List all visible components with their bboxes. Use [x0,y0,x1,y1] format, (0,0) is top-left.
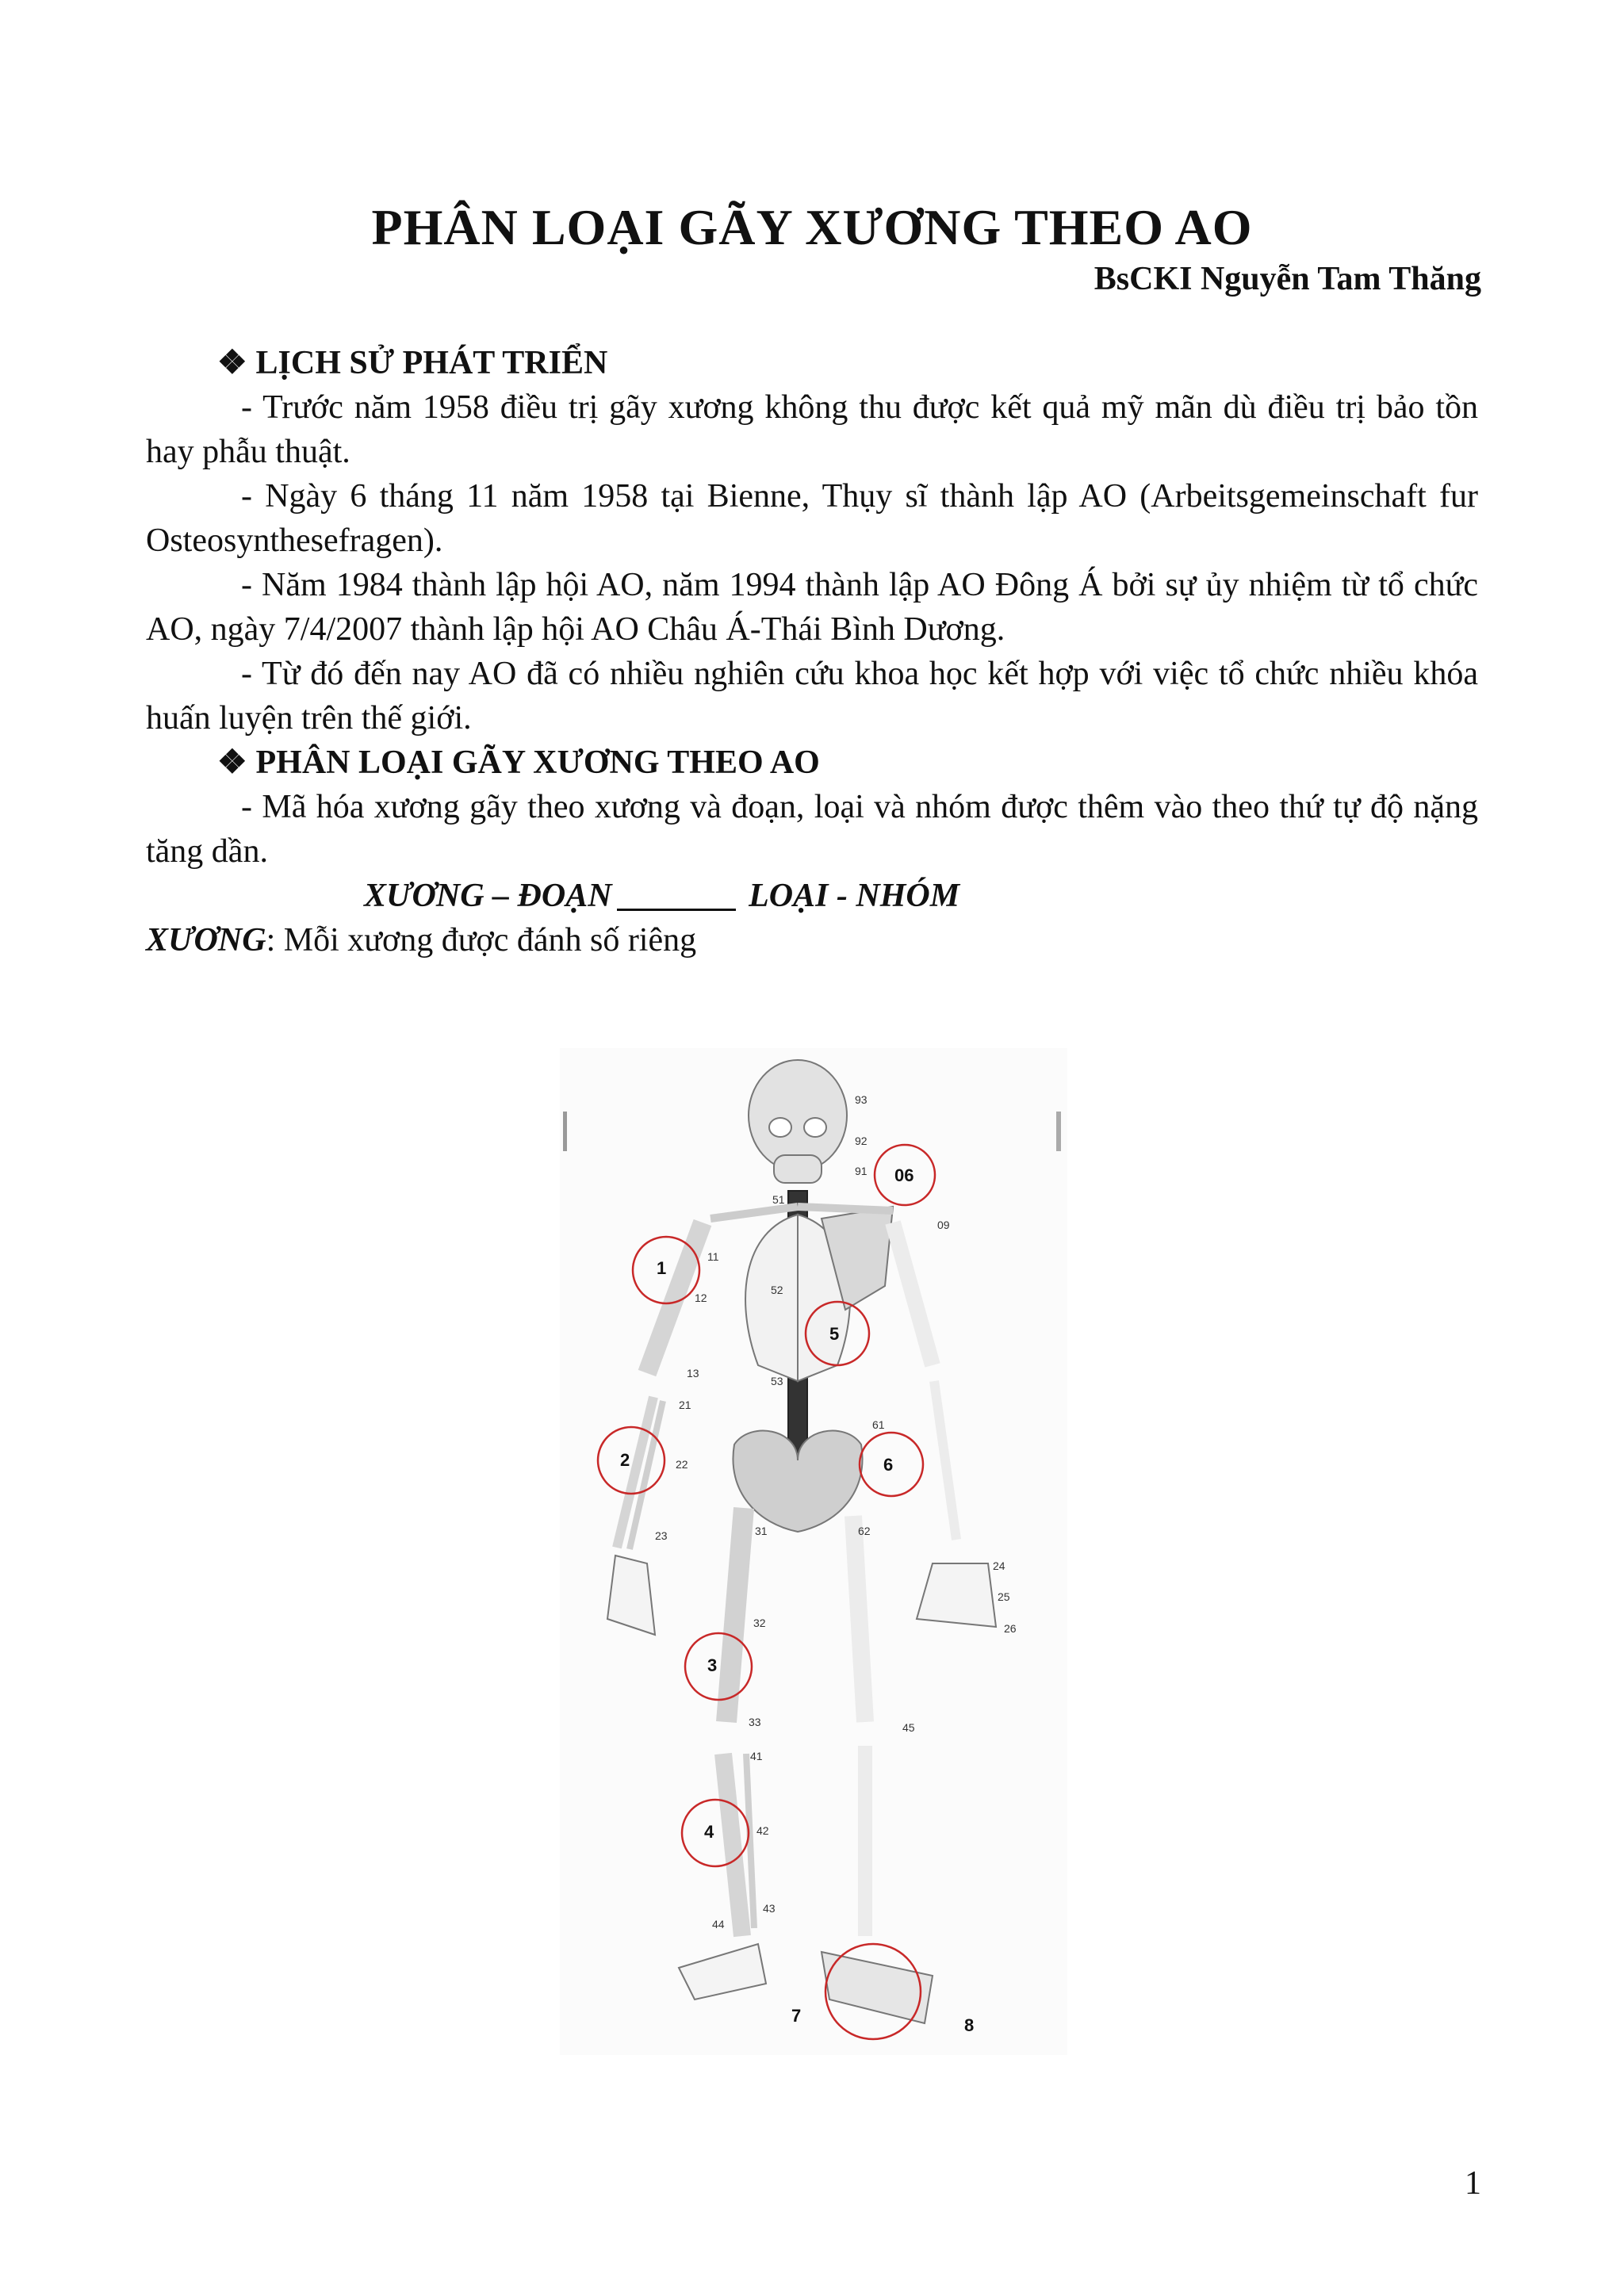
segment-label: 42 [756,1824,769,1837]
circle-label: 1 [657,1258,667,1278]
author-name: BsCKI Nguyễn Tam Thăng [1094,261,1481,297]
segment-label: 12 [695,1292,707,1304]
segment-label: 45 [902,1721,915,1734]
segment-label: 11 [707,1250,719,1263]
segment-label: 92 [855,1135,868,1147]
circle-label: 8 [964,2015,975,2035]
page-number: 1 [1465,2165,1481,2202]
segment-label: 13 [687,1367,699,1380]
paragraph: - Từ đó đến nay AO đã có nhiều nghiên cứu khoa học kết hợp với việc tổ chức nhiều khóa huấn luyện trên thế giới. [146,656,1478,737]
segment-label: 32 [753,1617,766,1629]
segment-label: 23 [655,1529,668,1542]
paragraph: - Mã hóa xương gãy theo xương và đoạn, loại và nhóm được thêm vào theo thứ tự độ nặng tăng dần. [146,789,1478,870]
document-body [146,341,1478,962]
bone-definition [146,918,1478,962]
circle-label: 6 [883,1455,894,1475]
segment-label: 21 [679,1399,691,1411]
bone-label: XƯƠNG [146,922,266,959]
diamond-bullet-icon: ❖ [217,744,247,781]
formula-blank [617,877,736,911]
segment-label: 24 [993,1559,1005,1572]
circle-label: 5 [829,1324,840,1344]
formula-right: LOẠI - NHÓM [749,878,960,914]
segment-label: 22 [676,1458,688,1471]
segment-label: 41 [750,1750,763,1762]
section-heading-classification [146,740,1478,785]
segment-label: 91 [855,1165,868,1177]
circle-label: 3 [707,1655,718,1675]
paragraph: - Năm 1984 thành lập hội AO, năm 1994 thành lập AO Đông Á bởi sự ủy nhiệm từ tổ chức AO, ngày 7/4/2007 thành lập hội AO Châu Á-Thái Bình Dương. [146,567,1478,648]
circle-label: 2 [620,1450,630,1470]
bone-text: : Mỗi xương được đánh số riêng [266,922,697,959]
section-heading-label: LỊCH SỬ PHÁT TRIỂN [255,345,608,381]
segment-label: 44 [712,1918,725,1931]
paragraph: - Trước năm 1958 điều trị gãy xương không thu được kết quả mỹ mãn dù điều trị bảo tồn hay phẫu thuật. [146,389,1478,470]
formula-left: XƯƠNG – ĐOẠN [364,878,612,914]
segment-label: 09 [937,1219,950,1231]
segment-label: 43 [763,1902,776,1915]
circle-label: 4 [704,1822,714,1842]
segment-label: 52 [771,1284,783,1296]
segment-label: 25 [998,1590,1010,1603]
segment-label: 51 [772,1193,785,1206]
segment-label: 31 [755,1525,768,1537]
paragraph: - Ngày 6 tháng 11 năm 1958 tại Bienne, Thụy sĩ thành lập AO (Arbeitsgemeinschaft fur Osteosynthesefragen). [146,478,1478,559]
section-heading-label: PHÂN LOẠI GÃY XƯƠNG THEO AO [255,744,820,781]
diamond-bullet-icon: ❖ [217,345,247,381]
segment-label: 61 [872,1418,885,1431]
coding-formula [146,874,1478,918]
segment-label: 62 [858,1525,871,1537]
ao-skeleton-figure [560,1048,1067,2055]
circle-label: 06 [894,1165,914,1185]
section-heading-history [146,341,1478,385]
segment-label: 93 [855,1093,868,1106]
segment-label: 26 [1004,1622,1017,1635]
circle-label: 7 [791,2006,802,2026]
page-title: PHÂN LOẠI GÃY XƯƠNG THEO AO [371,199,1253,255]
segment-label: 53 [771,1375,783,1387]
segment-label: 33 [749,1716,761,1728]
